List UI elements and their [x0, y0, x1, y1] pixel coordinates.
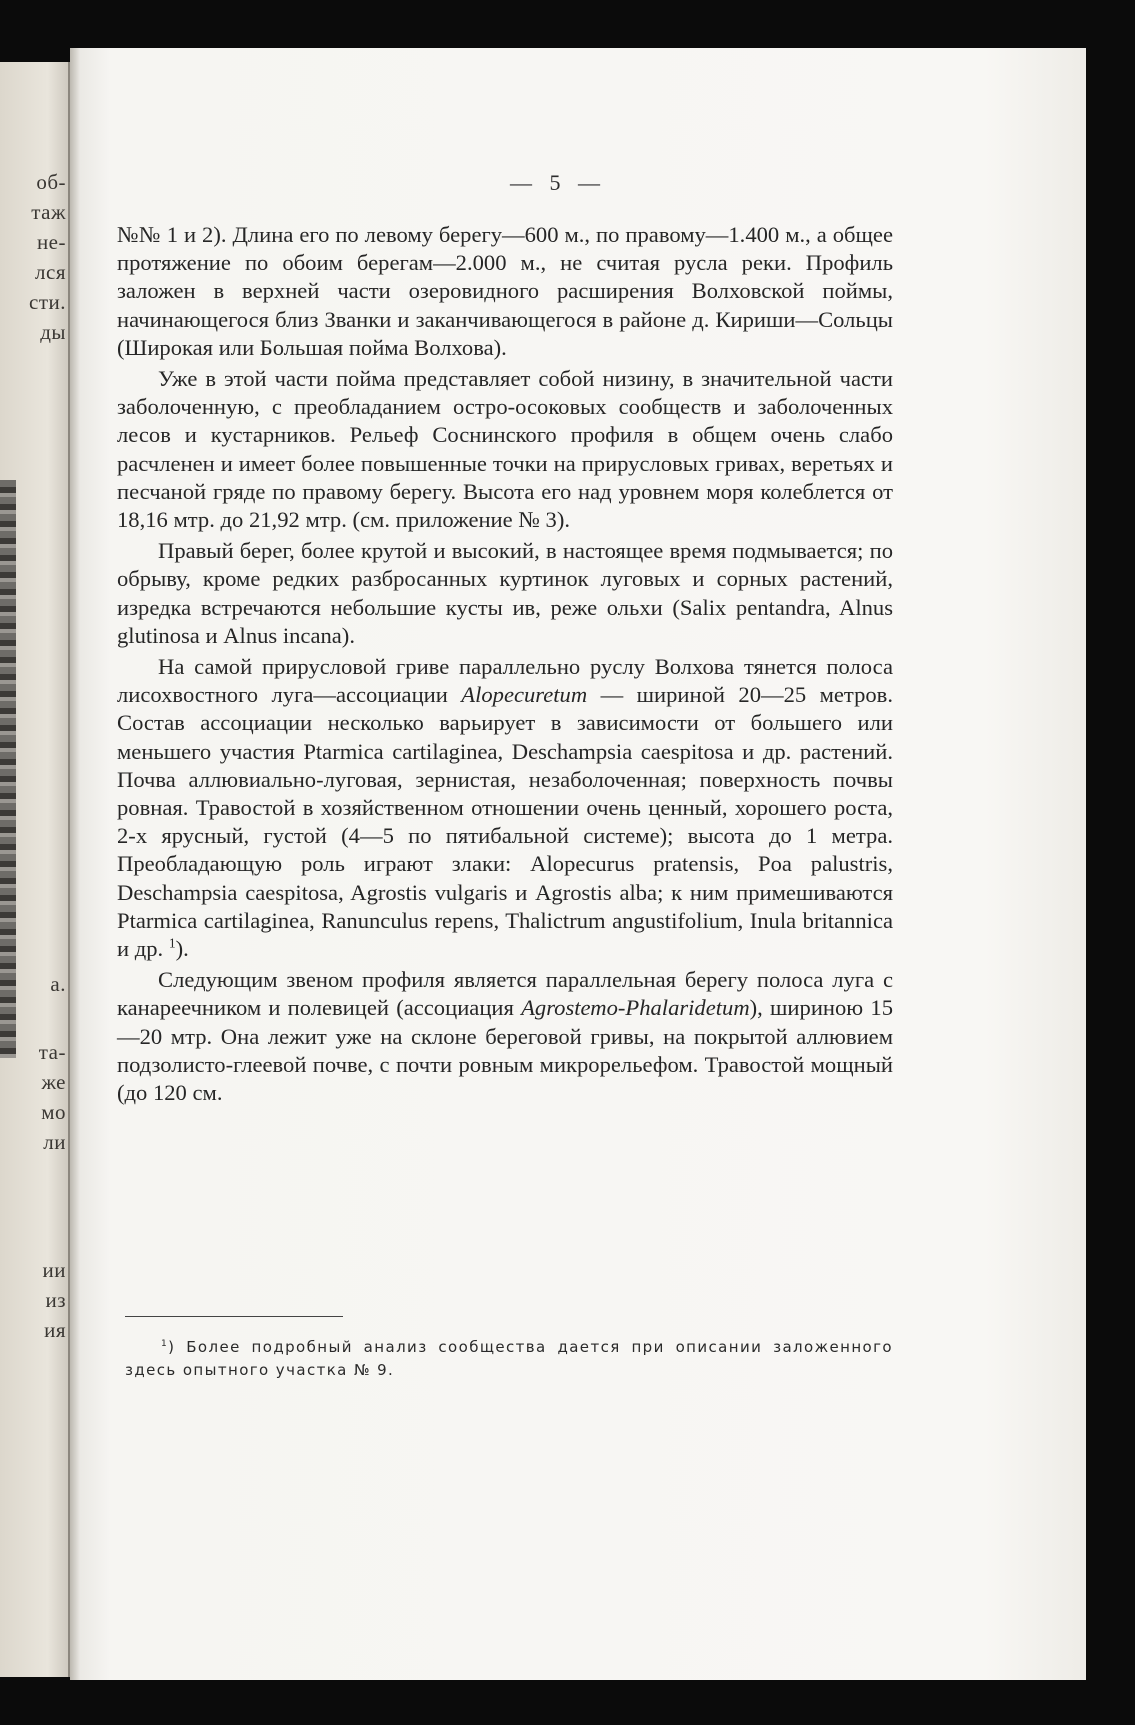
- left-page-text-fragment: та-: [38, 1040, 66, 1064]
- paragraph-3-text: Правый берег, более крутой и высокий, в настоящее время подмывается; по обрыву, кроме редких разбросанных куртинок луговых и сорных растений, изредка встречаются небольшие кусты ив, реже ольхи (Salix pentandra, Alnus glutinosa и Alnus incana).: [117, 538, 893, 648]
- left-page-text-fragment: таж: [31, 200, 66, 224]
- left-page-text-fragment: ия: [44, 1318, 66, 1342]
- paragraph-2-text: Уже в этой части пойма представляет собой низину, в значительной части заболоченную, с преобладанием остро-осоковых сообществ и заболоченных лесов и кустарников. Рельеф Соснинского профиля в общем очень слабо расчленен и имеет более повышенные точки на прирусловых гривах, веретьях и песчаной гряде по правому берегу. Высота его над уровнем моря колеблется от 18,16 мтр. до 21,92 мтр. (см. приложение № 3).: [117, 366, 893, 533]
- paragraph-3: [117, 537, 893, 650]
- left-page-text-fragment: сти.: [29, 290, 66, 314]
- left-page-text-fragment: не-: [36, 230, 66, 254]
- document-page: [70, 48, 1086, 1680]
- footnote-divider: [125, 1316, 343, 1317]
- paragraph-1-text: №№ 1 и 2). Длина его по левому берегу—600 м., по правому—1.400 м., а общее протяжение по обоим берегам—2.000 м., не считая русла реки. Профиль заложен в верхней части озеровидного расширения Волховской поймы, начинающегося близ Званки и заканчивающегося в районе д. Кириши—Сольцы (Широкая или Большая пойма Волхова).: [117, 222, 893, 360]
- left-page-text-fragment: ды: [40, 320, 66, 344]
- left-page-text-fragment: об-: [36, 170, 66, 194]
- paragraph-4: [117, 653, 893, 963]
- paragraph-4-text-b: — шириной 20—25 метров. Состав ассоциации несколько варьирует в зависимости от большего или меньшего участия Ptarmica cartilaginea, Deschampsia caespitosa и др. растений. Почва аллювиально-луговая, зернистая, незаболоченная; поверхность почвы ровная. Травостой в хозяйственном отношении очень ценный, хорошего роста, 2-х ярусный, густой (4—5 по пятибальной системе); высота до 1 метра. Преобладающую роль играют злаки: Alopecurus pratensis, Poa palustris, Deschampsia caespitosa, Agrostis vulgaris и Agrostis alba; к ним примешиваются Ptarmica cartilaginea, Ranunculus repens, Thalictrum angustifolium, Inula britannica и др.: [117, 682, 893, 962]
- paragraph-1: [117, 221, 893, 362]
- left-page-text-fragment: ли: [43, 1130, 66, 1154]
- left-page-text-fragment: лся: [35, 260, 66, 284]
- paragraph-4-text-a: На самой прирусловой гриве параллельно руслу Волхова тянется полоса лисохвостного луга—ассоциации: [117, 654, 893, 708]
- left-page-text-fragment: из: [45, 1288, 66, 1312]
- footnote-text: ) Более подробный анализ сообщества дается при описании заложенного здесь опытного участка № 9.: [125, 1338, 893, 1379]
- footnote-ref: 1: [168, 935, 176, 951]
- page-number: — 5 —: [510, 170, 606, 195]
- association-name-agrosteto-phalaridetum: Agrostето-Phalaridetum: [521, 995, 750, 1021]
- left-page-text-fragment: а.: [50, 972, 66, 996]
- footnote-marker: 1: [161, 1339, 169, 1349]
- left-page-text-fragment: мо: [41, 1100, 66, 1124]
- footnote: [125, 1336, 893, 1382]
- paragraph-4-text-c: ).: [175, 936, 189, 962]
- paragraph-5-text-a: Следующим звеном профиля является параллельная берегу полоса луга с канареечником и полевицей (ассоциация: [117, 967, 893, 1021]
- body-text: [117, 221, 893, 1110]
- association-name-alopecuretum: Alopecuretum: [461, 682, 588, 708]
- paragraph-2: [117, 365, 893, 534]
- left-page-photo-edge: [0, 480, 16, 1058]
- paragraph-5-text-b: ), шириною 15—20 мтр. Она лежит уже на склоне береговой гривы, на покрытой аллювием подзолисто-глеевой почве, с почти ровным микрорельефом. Травостой мощный (до 120 см.: [117, 995, 893, 1106]
- left-page-text-fragment: же: [41, 1070, 66, 1094]
- left-page-text-fragment: ии: [42, 1258, 66, 1282]
- paragraph-5: [117, 966, 893, 1107]
- left-facing-page: [0, 62, 68, 1677]
